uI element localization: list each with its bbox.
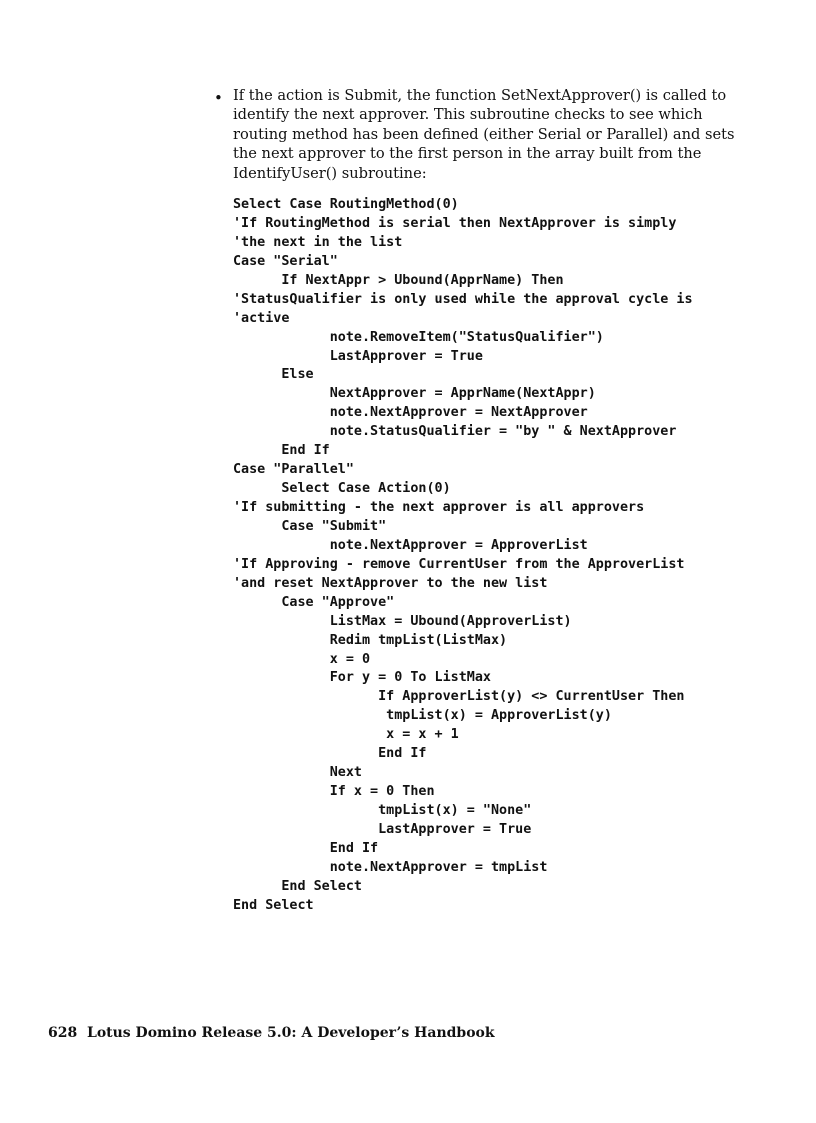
code-line: For y = 0 To ListMax xyxy=(233,670,491,686)
code-line: 'If RoutingMethod is serial then NextApprover is simply xyxy=(233,215,677,231)
code-line: Select Case Action(0) xyxy=(233,481,451,497)
code-line: Redim tmpList(ListMax) xyxy=(233,632,508,648)
code-line: 'If submitting - the next approver is all approvers xyxy=(233,500,645,515)
code-line: Case "Serial" xyxy=(233,253,338,269)
code-listing xyxy=(233,196,793,916)
code-line: End If xyxy=(233,443,330,459)
code-line: note.NextApprover = ApproverList xyxy=(233,537,588,553)
code-line: note.NextApprover = NextApprover xyxy=(233,405,588,421)
code-line: Next xyxy=(233,765,362,781)
paragraph-line: the next approver to the first person in the array built from the xyxy=(233,145,702,163)
bullet-paragraph xyxy=(233,86,748,183)
code-line: Else xyxy=(233,367,314,383)
code-line: tmpList(x) = ApproverList(y) xyxy=(233,708,612,724)
page-footer: 628 Lotus Domino Release 5.0: A Developer’s Handbook xyxy=(48,1025,495,1041)
code-line: 'StatusQualifier is only used while the approval cycle is xyxy=(233,291,693,307)
code-line: If NextAppr > Ubound(ApprName) Then xyxy=(233,272,564,288)
code-line: 'the next in the list xyxy=(233,234,403,250)
bullet-marker: • xyxy=(214,89,223,107)
code-line: 'If Approving - remove CurrentUser from the ApproverList xyxy=(233,556,685,572)
code-line: Case "Approve" xyxy=(233,594,395,610)
code-line: tmpList(x) = "None" xyxy=(233,803,532,818)
paragraph-line: If the action is Submit, the function SetNextApprover() is called to xyxy=(233,87,727,104)
code-line: 'and reset NextApprover to the new list xyxy=(233,575,548,591)
code-line: If ApproverList(y) <> CurrentUser Then xyxy=(233,689,685,705)
code-line: x = x + 1 xyxy=(233,727,459,743)
code-line: x = 0 xyxy=(233,651,371,667)
code-line: note.NextApprover = tmpList xyxy=(233,859,548,875)
code-line: If x = 0 Then xyxy=(233,784,435,800)
code-line: Case "Parallel" xyxy=(233,462,354,478)
code-line: note.RemoveItem("StatusQualifier") xyxy=(233,329,604,345)
code-line: End If xyxy=(233,746,427,762)
paragraph-line: identify the next approver. This subroutine checks to see which xyxy=(233,106,703,124)
code-line: End If xyxy=(233,840,379,856)
code-line: LastApprover = True xyxy=(233,821,532,837)
code-line: Case "Submit" xyxy=(233,518,387,534)
code-line: ListMax = Ubound(ApproverList) xyxy=(233,613,572,629)
code-line: NextApprover = ApprName(NextAppr) xyxy=(233,386,596,402)
paragraph-line: IdentifyUser() subroutine: xyxy=(233,164,427,182)
code-line: note.StatusQualifier = "by " & NextApprover xyxy=(233,424,677,440)
paragraph-line: routing method has been defined (either Serial or Parallel) and sets xyxy=(233,125,735,143)
code-line: LastApprover = True xyxy=(233,348,483,364)
code-line: End Select xyxy=(233,897,314,913)
code-line: Select Case RoutingMethod(0) xyxy=(233,197,459,212)
code-line: End Select xyxy=(233,878,362,894)
code-line: 'active xyxy=(233,310,290,326)
